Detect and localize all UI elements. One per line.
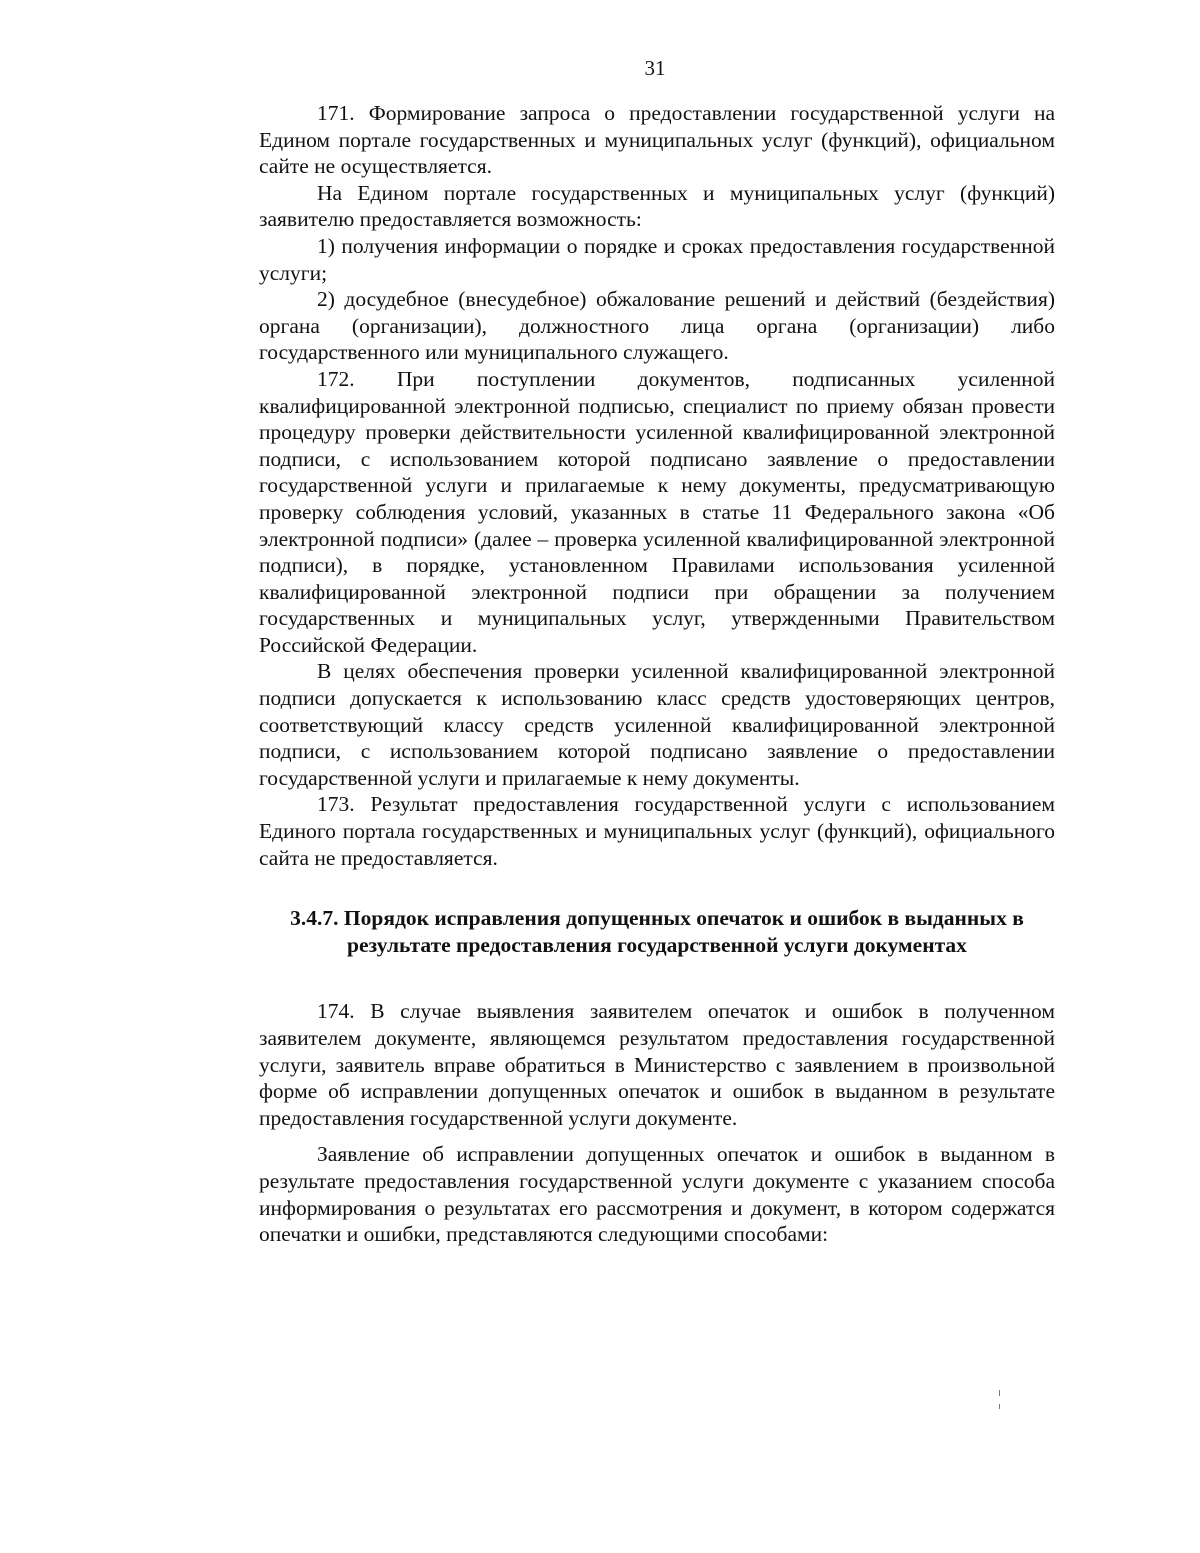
scan-artifact-mark bbox=[999, 1404, 1000, 1409]
paragraph-172: 172. При поступлении документов, подписанных усиленной квалифицированной электронной подписью, специалист по приему обязан провести процедуру проверки действительности усиленной квалифицированной электронной подписи, с использованием которой подписано заявление о предоставлении государственной услуги и прилагаемые к нему документы, предусматривающую проверку соблюдения условий, указанных в статье 11 Федерального закона «Об электронной подписи» (далее – проверка усиленной квалифицированной электронной подписи), в порядке, установленном Правилами использования усиленной квалифицированной электронной подписи при обращении за получением государственных и муниципальных услуг, утвержденными Правительством Российской Федерации. bbox=[259, 366, 1055, 657]
list-item-1: 1) получения информации о порядке и сроках предоставления государственной услуги; bbox=[259, 233, 1055, 285]
page-number: 31 bbox=[644, 56, 666, 80]
scan-artifact-mark bbox=[999, 1390, 1000, 1396]
section-heading: 3.4.7. Порядок исправления допущенных опечаток и ошибок в выданных в результате предоставления государственной услуги документах bbox=[290, 906, 1024, 957]
paragraph-174: 174. В случае выявления заявителем опечаток и ошибок в полученном заявителем документе, являющемся результатом предоставления государственной услуги, заявитель вправе обратиться в Министерство с заявлением в произвольной форме об исправлении допущенных опечаток и ошибок в выданном в результате предоставления государственной услуги документе. bbox=[259, 999, 1055, 1130]
list-item-2: 2) досудебное (внесудебное) обжалование решений и действий (бездействия) органа (организации), должностного лица органа (организации) либо государственного или муниципального служащего. bbox=[259, 287, 1055, 365]
paragraph-portal-opportunities: На Едином портале государственных и муниципальных услуг (функций) заявителю предоставляется возможность: bbox=[259, 180, 1055, 232]
paragraph-signature-check: В целях обеспечения проверки усиленной квалифицированной электронной подписи допускается к использованию класс средств удостоверяющих центров, соответствующий классу средств усиленной квалифицированной электронной подписи, с использованием которой подписано заявление о предоставлении государственной услуги и прилагаемые к нему документы. bbox=[259, 659, 1055, 790]
document-body bbox=[259, 100, 1055, 1248]
paragraph-application-methods: Заявление об исправлении допущенных опечаток и ошибок в выданном в результате предоставления государственной услуги документе с указанием способа информирования о результатах его рассмотрения и документ, в котором содержатся опечатки и ошибки, представляются следующими способами: bbox=[259, 1142, 1055, 1247]
paragraph-173: 173. Результат предоставления государственной услуги с использованием Единого портала государственных и муниципальных услуг (функций), официального сайта не предоставляется. bbox=[259, 792, 1055, 870]
paragraph-171: 171. Формирование запроса о предоставлении государственной услуги на Едином портале государственных и муниципальных услуг (функций), официальном сайте не осуществляется. bbox=[259, 101, 1055, 179]
